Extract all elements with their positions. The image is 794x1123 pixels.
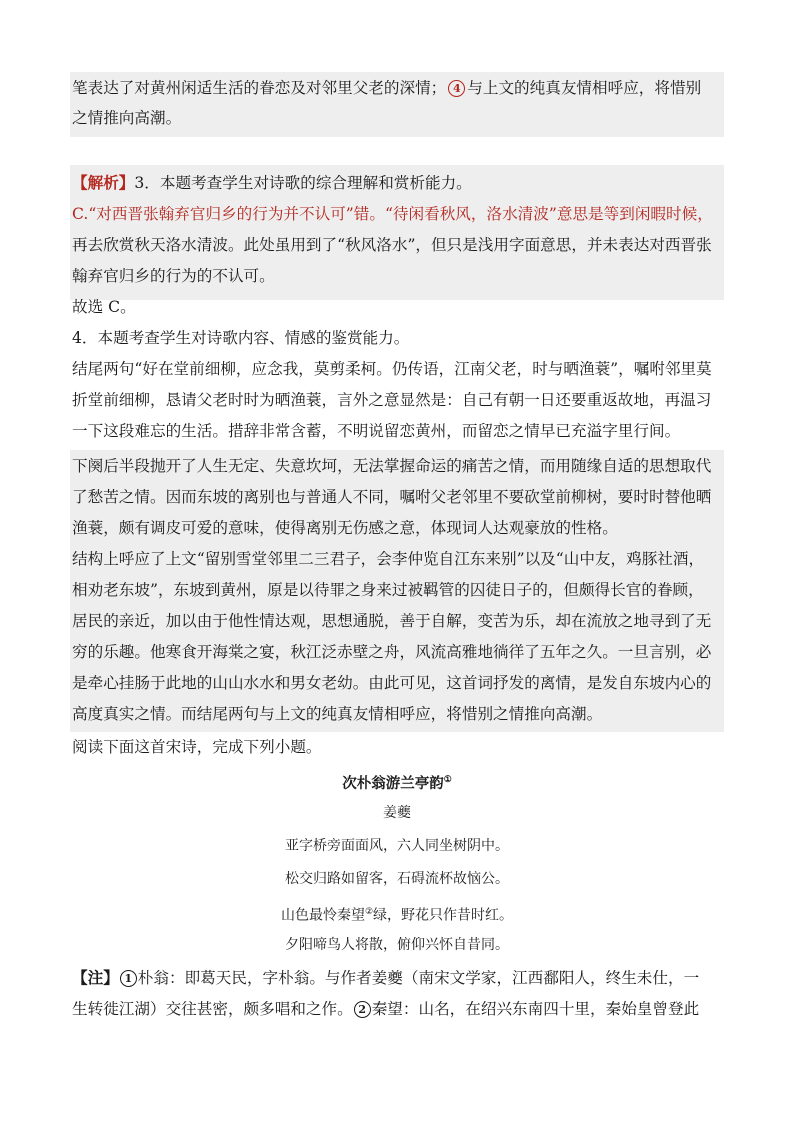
q3-line-4: 故选 C。	[72, 298, 136, 316]
reading-prompt: 阅读下面这首宋诗，完成下列小题。	[72, 738, 322, 756]
q3-line-1: C.“对西晋张翰弃官归乡的行为并不认可”错。“待闲看秋风，洛水清波”意思是等到闲暇时候，	[72, 205, 713, 223]
q4-line-4: 下阕后半段抛开了人生无定、失意坎坷，无法掌握命运的痛苦之情，而用随缘自适的思想取代	[72, 457, 712, 475]
q4-line-9: 居民的亲近，加以由于他性情达观，思想通脱，善于自解，变苦为乐，却在流放之地寻到了无	[72, 612, 712, 630]
notes-text-1: 朴翁：即葛天民，字朴翁。与作者姜夔（南宋文学家，江西鄱阳人，终生未仕，一	[137, 969, 700, 987]
notes-tag: 【注】	[72, 968, 119, 987]
poem-title-note: ①	[443, 775, 452, 785]
q3-intro-text: 3．本题考查学生对诗歌的综合理解和赏析能力。	[134, 174, 472, 192]
poem-line-3a: 山色最怜秦望	[280, 907, 365, 924]
q4-line-2: 折堂前细柳，恳请父老时时为晒渔蓑，言外之意显然是：自己有朝一日还要重返故地，再温习	[72, 391, 712, 409]
poem-title-text: 次朴翁游兰亭韵	[342, 774, 444, 792]
q4-line-3: 一下这段难忘的生活。措辞非常含蓄，不明说留恋黄州，而留恋之情早已充溢字里行间。	[72, 422, 681, 440]
answer-text-1b: 与上文的纯真友情相呼应，将惜别	[467, 79, 702, 97]
notes-line-1	[72, 963, 722, 993]
poem-line-1: 亚字桥旁面面风，六人同坐树阴中。	[285, 838, 509, 854]
note-1-mark: 1	[120, 970, 137, 987]
poem-author: 姜夔	[383, 805, 411, 821]
q4-line-7: 结构上呼应了上文“留别雪堂邻里二三君子，会李仲览自江东来别”以及“山中友，鸡豚社酒，	[72, 550, 705, 568]
q4-line-10: 穷的乐趣。他寒食开海棠之宴，秋江泛赤壁之舟，风流高雅地徜徉了五年之久。一旦言别，必	[72, 643, 712, 661]
notes-text-2b: 秦望：山名，在绍兴东南四十里，秦始皇曾登此	[371, 1000, 700, 1018]
answer-line-2: 之情推向高潮。	[72, 109, 182, 127]
poem-line-3-note: ②	[364, 907, 374, 917]
circled-number-4: 4	[448, 80, 465, 97]
q4-intro: 4．本题考查学生对诗歌内容、情感的鉴赏能力。	[72, 329, 410, 347]
poem-line-3	[72, 897, 722, 927]
q4-line-1: 结尾两句“好在堂前细柳，应念我，莫剪柔柯。仍传语，江南父老，时与晒渔蓑”，嘱咐邻里莫	[72, 360, 712, 378]
q4-line-5: 了愁苦之情。因而东坡的离别也与普通人不同，嘱咐父老邻里不要砍堂前柳树，要时时替他晒	[72, 488, 712, 506]
note-2-mark: 2	[354, 1001, 371, 1018]
poem-line-3b: 绿，野花只作昔时红。	[373, 907, 514, 924]
notes-text-2a: 生转徙江湖）交往甚密，颇多唱和之作。	[72, 1000, 353, 1018]
poem-title	[72, 765, 722, 795]
q3-line-2: 再去欣赏秋天洛水清波。此处虽用到了“秋风洛水”，但只是浅用字面意思，并未表达对西晋张	[72, 236, 712, 254]
q3-line-3: 翰弃官归乡的行为的不认可。	[72, 267, 275, 285]
q4-line-6: 渔蓑，颇有调皮可爱的意味，使得离别无伤感之意，体现词人达观豪放的性格。	[72, 519, 618, 537]
answer-text-1a: 笔表达了对黄州闲适生活的眷恋及对邻里父老的深情；	[72, 79, 447, 97]
notes-line-2	[72, 994, 722, 1024]
poem-line-2: 松交归路如留客，石碍流杯故恼公。	[285, 871, 509, 887]
answer-line-1	[72, 73, 722, 103]
q4-line-12: 高度真实之情。而结尾两句与上文的纯真友情相呼应，将惜别之情推向高潮。	[72, 705, 603, 723]
q4-line-8: 相劝老东坡”，东坡到黄州，原是以待罪之身来过被羁管的囚徒日子的，但颇得长官的眷顾，	[72, 581, 704, 599]
poem-line-4: 夕阳啼鸟人将散，俯仰兴怀自昔同。	[285, 937, 509, 953]
analysis-tag: 【解析】	[72, 173, 135, 192]
q4-line-11: 是牵心挂肠于此地的山山水水和男女老幼。由此可见，这首词抒发的离情，是发自东坡内心的	[72, 674, 712, 692]
analysis-q3-intro	[72, 168, 722, 198]
